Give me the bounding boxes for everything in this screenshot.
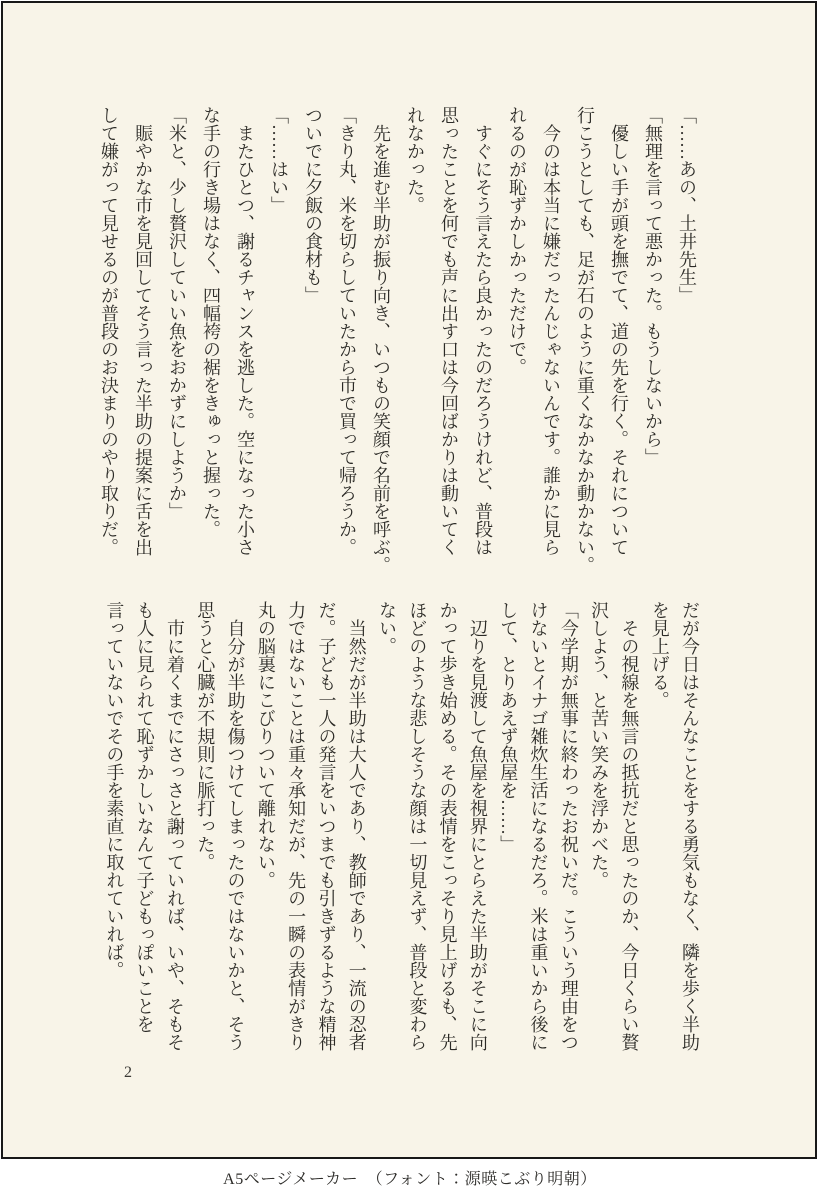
text-line: 今のは本当に嫌だったんじゃないんです。誰かに見ら: [541, 106, 561, 556]
text-line: して、とりあえず魚屋を……」: [498, 601, 519, 853]
text-line: 市に着くまでにさっさと謝っていれば、いや、そもそ: [164, 601, 185, 1051]
footer-caption: A5ページメーカー （フォント：源暎こぶり明朝）: [223, 1171, 597, 1188]
text-line: ついでに夕飯の食材も」: [303, 106, 323, 304]
text-line: 丸の脳裏にこびりついて離れない。: [255, 601, 276, 889]
text-line: れるのが恥ずかしかっただけで。: [507, 106, 527, 376]
page-number: 2: [124, 1064, 132, 1081]
text-line: 言っていないでその手を素直に取れていれば。: [104, 601, 125, 979]
text-line: またひとつ、謝るチャンスを逃した。空になった小さ: [235, 106, 255, 556]
text-line: 当然だが半助は大人であり、教師であり、一流の忍者: [346, 601, 367, 1051]
text-block-bottom: [99, 601, 705, 1071]
text-line: な手の行き場はなく、四幅袴の裾をきゅっと握った。: [201, 106, 221, 538]
text-line: 力ではないことは重々承知だが、先の一瞬の表情がきり: [286, 601, 307, 1051]
text-line: 思うと心臓が不規則に脈打った。: [195, 601, 216, 871]
novel-page: [1, 1, 817, 1159]
text-line: 自分が半助を傷つけてしまったのではないかと、そう: [225, 601, 246, 1051]
text-line: だが今日はそんなことをする勇気もなく、隣を歩く半助: [680, 601, 700, 1051]
text-line: を見上げる。: [649, 601, 670, 709]
text-line: 「きり丸、米を切らしていたから市で買って帰ろうか。: [337, 106, 357, 556]
text-line: 辺りを見渡して魚屋を視界にとらえた半助がそこに向: [467, 601, 488, 1051]
text-line: 先を進む半助が振り向き、いつもの笑顔で名前を呼ぶ。: [371, 106, 391, 574]
text-line: れなかった。: [405, 106, 425, 214]
text-line: 沢しよう、と苦い笑みを浮かべた。: [589, 601, 610, 889]
text-line: すぐにそう言えたら良かったのだろうけれど、普段は: [473, 106, 493, 556]
text-line: 「……はい」: [269, 106, 289, 214]
text-line: 思ったことを何でも声に出す口は今回ばかりは動いてく: [439, 106, 459, 556]
text-line: 「無理を言って悪かった。もうしないから」: [643, 106, 663, 466]
text-line: だ。子ども一人の発言をいつまでも引きずるような精神: [316, 601, 337, 1051]
text-block-top: [92, 106, 704, 596]
text-line: 優しい手が頭を撫でて、道の先を行く。それについて: [609, 106, 629, 556]
text-line: その視線を無言の抵抗だと思ったのか、今日くらい贅: [619, 601, 640, 1051]
text-line: 賑やかな市を見回してそう言った半助の提案に舌を出: [133, 106, 153, 556]
text-line: 「米と、少し贅沢していい魚をおかずにしようか」: [167, 106, 187, 520]
text-line: して嫌がって見せるのが普段のお決まりのやり取りだ。: [99, 106, 119, 556]
text-line: けないとイナゴ雑炊生活になるだろ。米は重いから後に: [528, 601, 549, 1051]
text-line: 「今学期が無事に終わったお祝いだ。こういう理由をつ: [558, 601, 579, 1051]
text-line: 行こうとしても、足が石のように重くなかなか動かない。: [575, 106, 595, 574]
text-line: ほどのような悲しそうな顔は一切見えず、普段と変わら: [407, 601, 428, 1051]
text-line: ない。: [377, 601, 398, 655]
text-line: かって歩き始める。その表情をこっそり見上げるも、先: [437, 601, 458, 1051]
text-line: 「……あの、土井先生」: [677, 106, 697, 304]
text-line: も人に見られて恥ずかしいなんて子どもっぽいことを: [134, 601, 155, 1033]
